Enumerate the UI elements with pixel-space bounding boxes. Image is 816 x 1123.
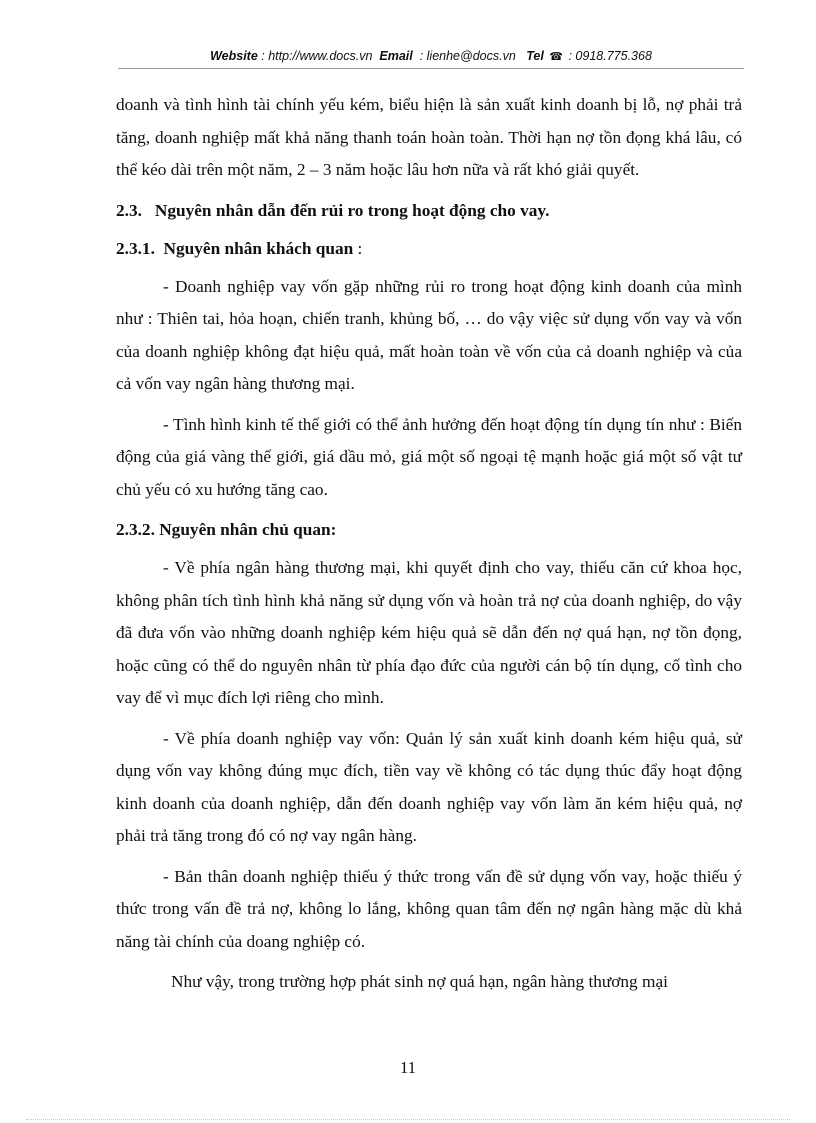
- email-value: : lienhe@docs.vn: [419, 49, 516, 63]
- paragraph-3: - Tình hình kinh tế thế giới có thể ảnh hưởng đến hoạt động tín dụng tín như : Biến động của giá vàng thế giới, giá dầu mỏ, giá một số ngoại tệ mạnh hoặc giá một số vật tư chủ yếu có xu hướng tăng cao.: [116, 414, 742, 499]
- email-label: Email: [379, 49, 413, 63]
- paragraph-4: - Về phía ngân hàng thương mại, khi quyết định cho vay, thiếu căn cứ khoa học, không phân tích tình hình khả năng sử dụng vốn và hoàn trả nợ của doanh nghiệp, do vậy đã đưa vốn vào những doanh nghiệp kém hiệu quả sẽ dẫn đến nợ quá hạn, nợ tồn đọng, hoặc cũng có thể do nguyên nhân từ phía đạo đức của người cán bộ tín dụng, cố tình cho vay để vì mục đích lợi riêng cho mình.: [116, 558, 742, 707]
- paragraph-6: - Bản thân doanh nghiệp thiếu ý thức trong vấn đề sử dụng vốn vay, hoặc thiếu ý thức trong vấn đề trả nợ, không lo lắng, không quan tâm đến nợ ngân hàng mặc dù khả năng tài chính của doang nghiệp có.: [116, 866, 742, 951]
- paragraph-2: - Doanh nghiệp vay vốn gặp những rủi ro trong hoạt động kinh doanh của mình như : Thiên tai, hỏa hoạn, chiến tranh, khủng bố, … do vậy việc sử dụng vốn vay và vốn của doanh nghiệp không đạt hiệu quả, mất hoàn toàn về vốn của cả doanh nghiệp và của cả vốn vay ngân hàng thương mại.: [116, 276, 742, 393]
- section-heading-2-3-1: [116, 233, 742, 265]
- heading-2-3-1-suffix: :: [353, 238, 363, 258]
- section-heading-2-3: 2.3. Nguyên nhân dẫn đến rủi ro trong hoạt động cho vay.: [116, 200, 550, 220]
- paragraph-5: - Về phía doanh nghiệp vay vốn: Quản lý sản xuất kinh doanh kém hiệu quả, sử dụng vốn vay không đúng mục đích, tiền vay về không có tác dụng thúc đẩy hoạt động kinh doanh của doanh nghiệp, dẫn đến doanh nghiệp vay vốn làm ăn kém hiệu quả, nợ phải trả tăng trong đó có nợ vay ngân hàng.: [116, 728, 742, 845]
- page-number: 11: [399, 1058, 417, 1077]
- section-heading-2-3-2: 2.3.2. Nguyên nhân chủ quan:: [116, 520, 337, 539]
- tel-value: : 0918.775.368: [568, 49, 652, 63]
- website-label: Website: [210, 49, 258, 63]
- website-url: : http://www.docs.vn: [261, 49, 373, 63]
- document-body: [116, 89, 742, 1007]
- paragraph-1: doanh và tình hình tài chính yếu kém, biểu hiện là sản xuất kinh doanh bị lỗ, nợ phải trả tăng, doanh nghiệp mất khả năng thanh toán hoàn toàn. Thời hạn nợ tồn đọng khá lâu, có thể kéo dài trên một năm, 2 – 3 năm hoặc lâu hơn nữa và rất khó giải quyết.: [116, 95, 742, 179]
- page-header: [118, 46, 744, 69]
- telephone-icon: ☎: [549, 51, 563, 63]
- heading-2-3-1-text: 2.3.1. Nguyên nhân khách quan: [116, 238, 354, 258]
- tel-label: Tel: [526, 49, 544, 63]
- paragraph-7: Như vậy, trong trường hợp phát sinh nợ quá hạn, ngân hàng thương mại: [171, 972, 668, 991]
- page-bottom-rule: [26, 1119, 790, 1120]
